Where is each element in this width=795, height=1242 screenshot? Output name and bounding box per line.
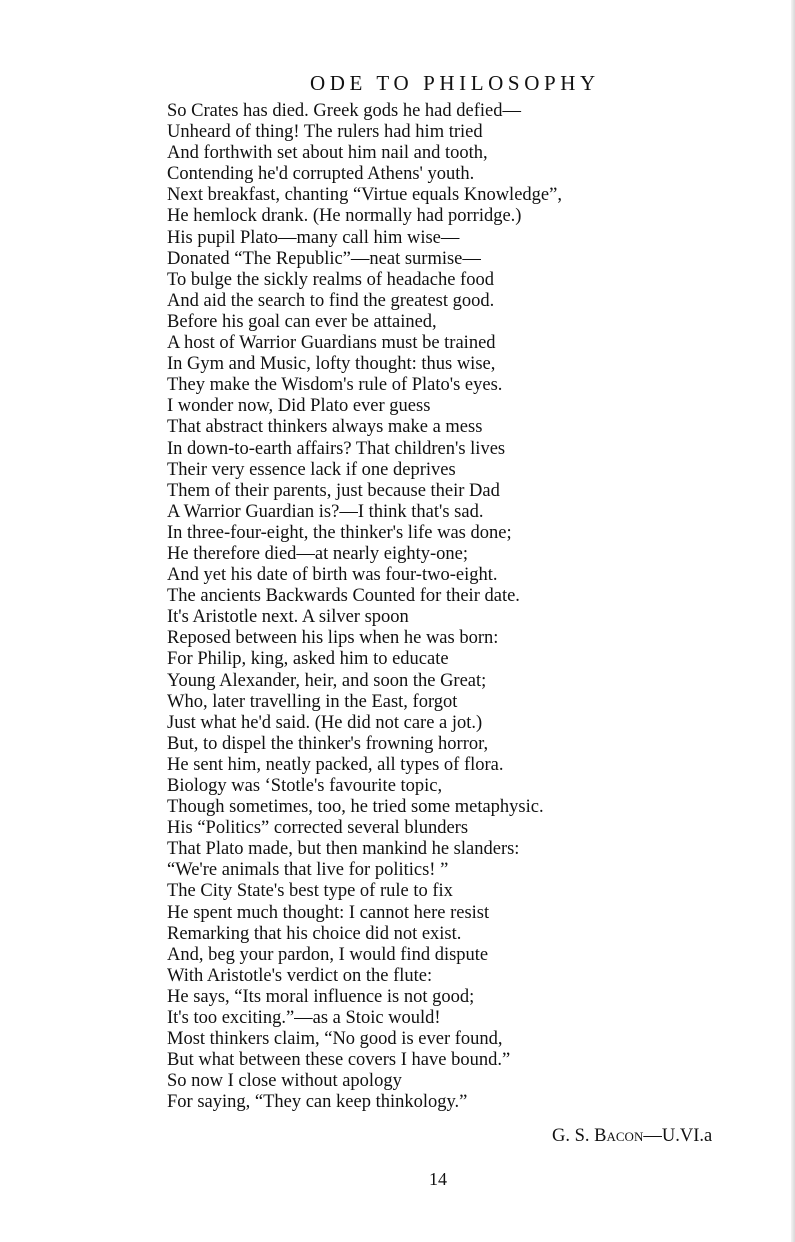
poem-line: I wonder now, Did Plato ever guess xyxy=(167,396,431,417)
poem-body xyxy=(167,101,687,1114)
poem-line: It's too exciting.”—as a Stoic would! xyxy=(167,1008,441,1029)
author-signature xyxy=(552,1124,712,1148)
poem-line: With Aristotle's verdict on the flute: xyxy=(167,965,433,986)
poem-line: In Gym and Music, lofty thought: thus wise, xyxy=(167,354,496,375)
poem-line: Their very essence lack if one deprives xyxy=(167,459,456,480)
poem-line: And, beg your pardon, I would find dispute xyxy=(167,944,489,965)
poem-line: He sent him, neatly packed, all types of flora. xyxy=(167,754,504,775)
poem-line: They make the Wisdom's rule of Plato's eyes. xyxy=(167,375,503,396)
poem-line: Unheard of thing! The rulers had him tried xyxy=(167,122,483,143)
poem-line: The ancients Backwards Counted for their date. xyxy=(167,586,520,607)
poem-line: Contending he'd corrupted Athens' youth. xyxy=(167,164,475,185)
poem-line: Who, later travelling in the East, forgot xyxy=(167,691,458,712)
poem-line: Just what he'd said. (He did not care a jot.) xyxy=(167,712,483,733)
poem-line: He spent much thought: I cannot here resist xyxy=(167,902,490,923)
poem-line: So Crates has died. Greek gods he had defied— xyxy=(167,101,521,121)
poem-line: Biology was ‘Stotle's favourite topic, xyxy=(167,776,443,796)
poem-line: And yet his date of birth was four-two-eight. xyxy=(167,565,498,586)
poem-line: A Warrior Guardian is?—I think that's sad. xyxy=(167,501,484,522)
poem-title: ODE TO PHILOSOPHY xyxy=(310,71,600,95)
author-form: —U.VI.a xyxy=(643,1126,713,1146)
poem-line: His pupil Plato—many call him wise— xyxy=(167,227,460,248)
poem-line: And aid the search to find the greatest good. xyxy=(167,290,495,311)
poem-line: But what between these covers I have bound.” xyxy=(167,1050,511,1071)
page-number: 14 xyxy=(429,1169,447,1189)
poem-line: A host of Warrior Guardians must be trained xyxy=(167,333,496,354)
poem-line: Remarking that his choice did not exist. xyxy=(167,923,462,944)
poem-line: His “Politics” corrected several blunders xyxy=(167,818,469,839)
author-initials: G. S. xyxy=(552,1126,595,1146)
poem-line: He therefore died—at nearly eighty-one; xyxy=(167,543,469,564)
poem-line: Donated “The Republic”—neat surmise— xyxy=(167,248,481,269)
poem-line: He hemlock drank. (He normally had porridge.) xyxy=(167,206,522,227)
poem-line: He says, “Its moral influence is not good; xyxy=(167,986,475,1007)
poem-line: That Plato made, but then mankind he slanders: xyxy=(167,839,520,860)
poem-line: Most thinkers claim, “No good is ever found, xyxy=(167,1029,503,1050)
poem-line: “We're animals that live for politics! ” xyxy=(167,860,449,881)
poem-line: It's Aristotle next. A silver spoon xyxy=(167,607,409,628)
poem-line: But, to dispel the thinker's frowning horror, xyxy=(167,733,489,754)
poem-line: Young Alexander, heir, and soon the Great; xyxy=(167,670,487,691)
poem-line: For saying, “They can keep thinkology.” xyxy=(167,1092,468,1113)
poem-line: In down-to-earth affairs? That children's lives xyxy=(167,438,506,459)
poem-line: So now I close without apology xyxy=(167,1071,402,1092)
page-edge-shadow xyxy=(791,0,795,1242)
poem-line: Them of their parents, just because their Dad xyxy=(167,480,500,501)
poem-line: And forthwith set about him nail and tooth, xyxy=(167,143,488,164)
author-surname: Bacon xyxy=(594,1126,644,1146)
poem-line: Reposed between his lips when he was born: xyxy=(167,628,499,649)
poem-line: To bulge the sickly realms of headache food xyxy=(167,269,494,290)
poem-line: That abstract thinkers always make a mess xyxy=(167,417,483,438)
poem-line: Before his goal can ever be attained, xyxy=(167,311,437,332)
poem-line: In three-four-eight, the thinker's life was done; xyxy=(167,522,512,543)
poem-line: The City State's best type of rule to fix xyxy=(167,881,453,902)
poem-line: For Philip, king, asked him to educate xyxy=(167,649,449,670)
poem-line: Next breakfast, chanting “Virtue equals Knowledge”, xyxy=(167,185,562,206)
poem-line: Though sometimes, too, he tried some metaphysic. xyxy=(167,797,544,818)
